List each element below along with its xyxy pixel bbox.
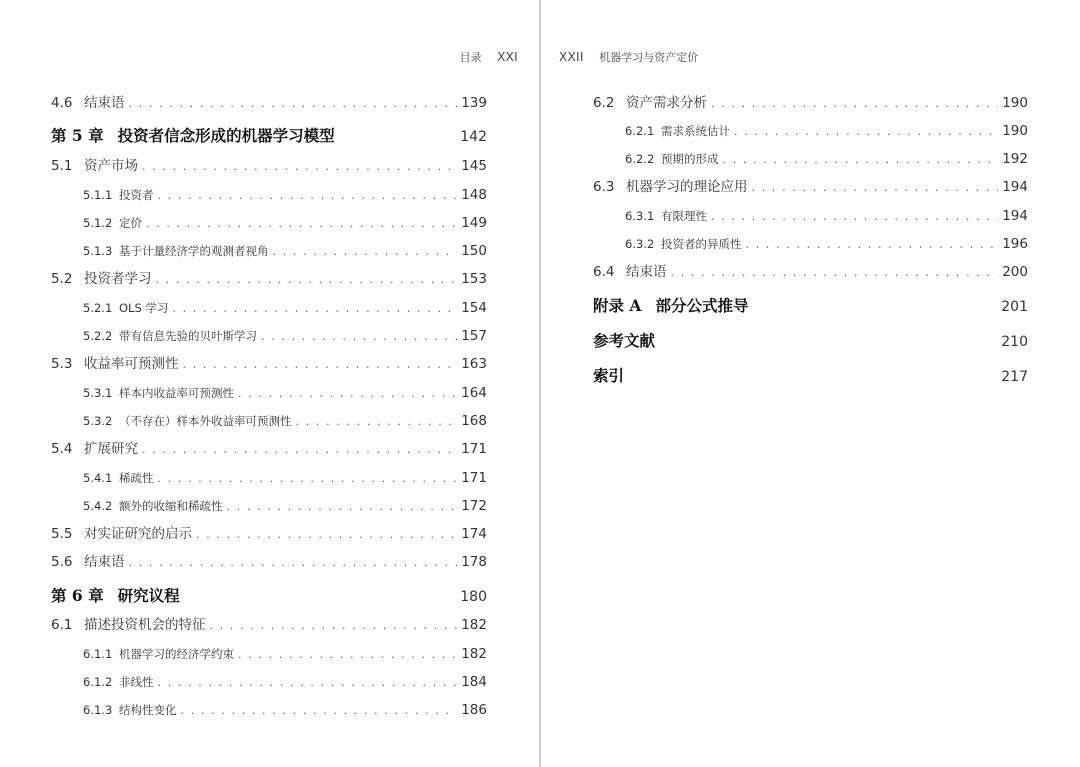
- toc-entry-number: 5.5: [51, 526, 73, 542]
- toc-entry-number: 5.1.1: [83, 188, 113, 202]
- toc-entry-title: 带有信息先验的贝叶斯学习: [119, 329, 257, 343]
- toc-entry-number: 第 6 章: [51, 586, 104, 605]
- toc-entry[interactable]: [83, 671, 487, 693]
- toc-entry-number: 5.6: [51, 554, 73, 570]
- toc-entry-title: 投资者的异质性: [661, 237, 742, 251]
- toc-entry-number: 6.1.3: [83, 703, 113, 717]
- toc-entry-title: 收益率可预测性: [84, 356, 179, 372]
- toc-entry-page-number: 172: [461, 498, 487, 514]
- toc-entry-number: 6.2: [593, 95, 615, 111]
- toc-entry-title: 机器学习的理论应用: [626, 179, 748, 195]
- toc-entry-title: 资产需求分析: [626, 95, 707, 111]
- toc-dot-leader: [158, 672, 458, 693]
- toc-entry-number: 6.3: [593, 179, 615, 195]
- toc-entry-page-number: 142: [460, 129, 487, 145]
- right-page: [541, 0, 1080, 767]
- toc-dot-leader: [261, 326, 457, 347]
- left-toc: [0, 0, 539, 767]
- toc-entry-title: 额外的收缩和稀疏性: [119, 499, 223, 513]
- toc-entry[interactable]: [51, 155, 487, 177]
- toc-entry[interactable]: [83, 212, 487, 234]
- toc-entry[interactable]: [51, 353, 487, 375]
- toc-entry-page-number: 150: [461, 243, 487, 259]
- toc-entry-page-number: 210: [1001, 334, 1028, 350]
- toc-entry[interactable]: [83, 184, 487, 206]
- toc-entry-number: 5.2: [51, 271, 73, 287]
- toc-entry-title: 定价: [119, 216, 142, 230]
- toc-entry-title: 研究议程: [117, 586, 180, 605]
- toc-entry-title: 结束语: [626, 264, 667, 280]
- toc-entry-title: 机器学习的经济学约束: [119, 647, 234, 661]
- toc-dot-leader: [734, 121, 998, 142]
- toc-entry-title: 对实证研究的启示: [84, 526, 192, 542]
- toc-entry-title: 结束语: [84, 95, 125, 111]
- toc-entry-number: 6.1: [51, 617, 73, 633]
- toc-dot-leader: [196, 524, 457, 545]
- toc-entry-page-number: 180: [460, 589, 487, 605]
- toc-entry-number: 6.4: [593, 264, 615, 280]
- left-page: [0, 0, 539, 767]
- toc-entry[interactable]: [593, 261, 1028, 283]
- toc-entry-number: 6.3.2: [625, 237, 655, 251]
- running-head-title: 目录: [459, 51, 482, 64]
- toc-entry[interactable]: [83, 297, 487, 319]
- toc-entry-title: 部分公式推导: [655, 296, 749, 315]
- toc-entry-number: 5.4: [51, 441, 73, 457]
- toc-entry[interactable]: [51, 125, 487, 147]
- toc-entry-page-number: 184: [461, 674, 487, 690]
- toc-entry[interactable]: [593, 365, 1028, 387]
- toc-entry-title: 结构性变化: [119, 703, 177, 717]
- toc-dot-leader: [723, 149, 999, 170]
- toc-entry-page-number: 196: [1002, 236, 1028, 252]
- toc-entry-number: 第 5 章: [51, 126, 104, 145]
- toc-entry-title: 需求系统估计: [661, 124, 730, 138]
- toc-entry-title: 结束语: [84, 554, 125, 570]
- toc-entry[interactable]: [51, 585, 487, 607]
- toc-entry-page-number: 154: [461, 300, 487, 316]
- toc-entry-title: 稀疏性: [119, 471, 154, 485]
- right-toc: [541, 0, 1080, 767]
- toc-entry-title: 预期的形成: [661, 152, 719, 166]
- toc-entry-title: 描述投资机会的特征: [84, 617, 206, 633]
- toc-dot-leader: [142, 439, 457, 460]
- toc-dot-leader: [227, 496, 458, 517]
- toc-entry-title: 投资者学习: [84, 271, 152, 287]
- toc-entry-page-number: 171: [461, 470, 487, 486]
- toc-dot-leader: [296, 411, 458, 432]
- toc-entry[interactable]: [593, 92, 1028, 114]
- toc-entry-title: 扩展研究: [84, 441, 138, 457]
- toc-entry-page-number: 174: [461, 526, 487, 542]
- toc-dot-leader: [156, 269, 458, 290]
- toc-entry-page-number: 178: [461, 554, 487, 570]
- toc-entry-page-number: 168: [461, 413, 487, 429]
- toc-entry[interactable]: [51, 268, 487, 290]
- toc-entry[interactable]: [593, 330, 1028, 352]
- toc-entry-page-number: 163: [461, 356, 487, 372]
- toc-entry-page-number: 182: [461, 617, 487, 633]
- toc-entry-title: 参考文献: [593, 331, 656, 350]
- toc-entry-number: 5.4.1: [83, 471, 113, 485]
- toc-entry-page-number: 217: [1001, 369, 1028, 385]
- toc-entry-number: 5.1.3: [83, 244, 113, 258]
- toc-entry-page-number: 171: [461, 441, 487, 457]
- toc-dot-leader: [142, 156, 457, 177]
- toc-entry[interactable]: [83, 495, 487, 517]
- toc-dot-leader: [172, 298, 457, 319]
- toc-dot-leader: [181, 700, 458, 721]
- toc-entry-page-number: 139: [461, 95, 487, 111]
- toc-entry[interactable]: [83, 467, 487, 489]
- toc-entry[interactable]: [593, 176, 1028, 198]
- toc-entry[interactable]: [51, 551, 487, 573]
- toc-entry-title: 投资者: [119, 188, 154, 202]
- toc-dot-leader: [273, 241, 458, 262]
- toc-entry-title: 资产市场: [84, 158, 138, 174]
- toc-entry-page-number: 164: [461, 385, 487, 401]
- toc-dot-leader: [238, 383, 457, 404]
- toc-entry-number: 6.2.1: [625, 124, 655, 138]
- toc-entry[interactable]: [83, 325, 487, 347]
- toc-dot-leader: [752, 177, 999, 198]
- toc-entry-number: 5.2.1: [83, 301, 113, 315]
- toc-entry-number: 6.1.2: [83, 675, 113, 689]
- toc-entry-number: 6.2.2: [625, 152, 655, 166]
- toc-entry-page-number: 182: [461, 646, 487, 662]
- toc-entry-number: 6.1.1: [83, 647, 113, 661]
- toc-dot-leader: [129, 552, 458, 573]
- toc-entry-title: 基于计量经济学的观测者视角: [119, 244, 269, 258]
- toc-entry-page-number: 201: [1001, 299, 1028, 315]
- running-head-page-number: XXII: [559, 50, 584, 64]
- toc-dot-leader: [711, 206, 998, 227]
- toc-dot-leader: [238, 644, 457, 665]
- toc-entry-page-number: 194: [1002, 208, 1028, 224]
- toc-entry-page-number: 153: [461, 271, 487, 287]
- toc-dot-leader: [146, 213, 457, 234]
- toc-entry-title: 索引: [593, 366, 625, 385]
- toc-dot-leader: [158, 468, 458, 489]
- running-head-page-number: XXI: [497, 50, 518, 64]
- toc-entry-title: （不存在）样本外收益率可预测性: [119, 414, 292, 428]
- toc-entry[interactable]: [83, 410, 487, 432]
- toc-dot-leader: [671, 262, 999, 283]
- toc-entry-page-number: 190: [1002, 123, 1028, 139]
- toc-dot-leader: [183, 354, 458, 375]
- toc-entry[interactable]: [625, 120, 1028, 142]
- toc-entry-number: 5.3: [51, 356, 73, 372]
- toc-entry[interactable]: [593, 295, 1028, 317]
- toc-entry-page-number: 192: [1002, 151, 1028, 167]
- toc-entry-page-number: 190: [1002, 95, 1028, 111]
- toc-entry-page-number: 194: [1002, 179, 1028, 195]
- toc-entry[interactable]: [51, 614, 487, 636]
- toc-entry-number: 4.6: [51, 95, 73, 111]
- toc-entry[interactable]: [625, 148, 1028, 170]
- toc-entry-number: 5.1.2: [83, 216, 113, 230]
- toc-entry[interactable]: [83, 382, 487, 404]
- toc-entry-number: 6.3.1: [625, 209, 655, 223]
- toc-entry-title: 样本内收益率可预测性: [119, 386, 234, 400]
- toc-entry-number: 5.1: [51, 158, 73, 174]
- toc-entry[interactable]: [51, 438, 487, 460]
- toc-entry-page-number: 157: [461, 328, 487, 344]
- toc-entry[interactable]: [83, 643, 487, 665]
- toc-entry-title: 非线性: [119, 675, 154, 689]
- toc-dot-leader: [210, 615, 458, 636]
- toc-entry[interactable]: [51, 92, 487, 114]
- toc-entry-page-number: 186: [461, 702, 487, 718]
- toc-dot-leader: [711, 93, 998, 114]
- toc-entry-number: 5.3.2: [83, 414, 113, 428]
- toc-entry-page-number: 149: [461, 215, 487, 231]
- toc-dot-leader: [158, 185, 458, 206]
- toc-entry-page-number: 200: [1002, 264, 1028, 280]
- toc-entry-number: 5.2.2: [83, 329, 113, 343]
- toc-entry-number: 附录 A: [593, 296, 642, 315]
- toc-entry-title: 有限理性: [661, 209, 707, 223]
- toc-dot-leader: [746, 234, 999, 255]
- toc-entry-title: OLS 学习: [119, 301, 169, 315]
- toc-entry-number: 5.4.2: [83, 499, 113, 513]
- toc-entry[interactable]: [625, 233, 1028, 255]
- running-head-title: 机器学习与资产定价: [599, 51, 699, 64]
- toc-entry[interactable]: [83, 240, 487, 262]
- toc-entry[interactable]: [83, 699, 487, 721]
- toc-entry-page-number: 145: [461, 158, 487, 174]
- toc-entry-number: 5.3.1: [83, 386, 113, 400]
- toc-entry[interactable]: [625, 205, 1028, 227]
- toc-entry[interactable]: [51, 523, 487, 545]
- toc-entry-page-number: 148: [461, 187, 487, 203]
- toc-entry-title: 投资者信念形成的机器学习模型: [117, 126, 335, 145]
- toc-dot-leader: [129, 93, 458, 114]
